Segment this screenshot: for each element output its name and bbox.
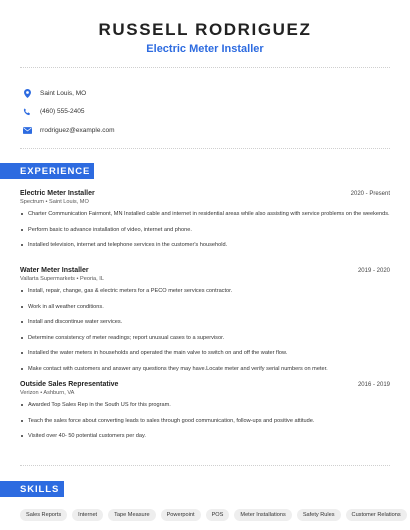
contact-location xyxy=(22,84,115,102)
job-bullets xyxy=(20,401,390,441)
contact-email xyxy=(22,121,115,139)
skill-chip: POS xyxy=(206,509,230,521)
location-text: Saint Louis, MO xyxy=(40,89,87,97)
job-bullet: Installed television, internet and telephone services in the customer's household. xyxy=(20,241,390,250)
experience-heading: EXPERIENCE xyxy=(0,163,94,179)
skill-chip: Meter Installations xyxy=(234,509,291,521)
job-bullet: Awarded Top Sales Rep in the South US for this program. xyxy=(20,401,390,410)
candidate-role: Electric Meter Installer xyxy=(146,43,264,55)
job-bullets xyxy=(20,210,390,250)
job-bullet: Teach the sales force about converting leads to sales through good communication, follow-ups and positive attitude. xyxy=(20,417,390,426)
skill-chip: Internet xyxy=(72,509,103,521)
skill-chip: Customer Relations xyxy=(346,509,407,521)
job-company: Vallarta Supermarkets • Peoria, IL xyxy=(20,276,104,282)
skill-chip: Powerpoint xyxy=(161,509,201,521)
email-text: rrodriguez@example.com xyxy=(40,126,115,134)
job-bullet: Make contact with customers and answer any questions they may have.Locate meter and verify serial numbers on meter. xyxy=(20,365,390,374)
skill-chip: Safety Rules xyxy=(297,509,341,521)
job-bullet: Charter Communication Fairmont, MN Installed cable and internet in residential areas while also assisting with service problems on the weekends. xyxy=(20,210,390,219)
job-bullet: Install, repair, change, gas & electric meters for a PECO meter services contractor. xyxy=(20,287,390,296)
job-bullet: Visited over 40- 50 potential customers per day. xyxy=(20,432,390,441)
contact-phone xyxy=(22,103,115,121)
job-entry xyxy=(20,267,390,380)
job-dates: 2019 - 2020 xyxy=(357,268,390,274)
skill-chip: Sales Reports xyxy=(20,509,67,521)
contact-list xyxy=(22,84,115,140)
job-bullet: Work in all weather conditions. xyxy=(20,303,390,312)
phone-icon xyxy=(22,107,32,117)
job-dates: 2020 - Present xyxy=(350,191,390,197)
job-title: Water Meter Installer xyxy=(20,267,89,274)
job-bullet: Install and discontinue water services. xyxy=(20,318,390,327)
job-company: Verizon • Ashburn, VA xyxy=(20,390,75,396)
job-entry xyxy=(20,381,390,448)
skills-heading: SKILLS xyxy=(0,481,64,497)
job-bullets xyxy=(20,287,390,373)
job-bullet: Installed the water meters in households and operated the main valve to switch on and off the water flow. xyxy=(20,349,390,358)
skills-list xyxy=(20,509,410,521)
job-entry xyxy=(20,190,390,257)
job-title: Outside Sales Representative xyxy=(20,381,119,388)
job-title: Electric Meter Installer xyxy=(20,190,95,197)
job-bullet: Perform basic to advance installation of video, internet and phone. xyxy=(20,226,390,235)
contact-divider xyxy=(20,148,390,149)
envelope-icon xyxy=(22,125,32,135)
job-dates: 2016 - 2019 xyxy=(357,382,390,388)
candidate-name: RUSSELL RODRIGUEZ xyxy=(98,20,312,39)
experience-divider xyxy=(20,465,390,466)
skill-chip: Tape Measure xyxy=(108,509,155,521)
header-divider xyxy=(20,67,390,68)
job-company: Spectrum • Saint Louis, MO xyxy=(20,199,89,205)
resume-header xyxy=(0,0,410,56)
job-bullet: Determine consistency of meter readings; report unusual cases to a supervisor. xyxy=(20,334,390,343)
phone-text: (460) 555-2405 xyxy=(40,108,85,115)
location-pin-icon xyxy=(22,88,32,98)
